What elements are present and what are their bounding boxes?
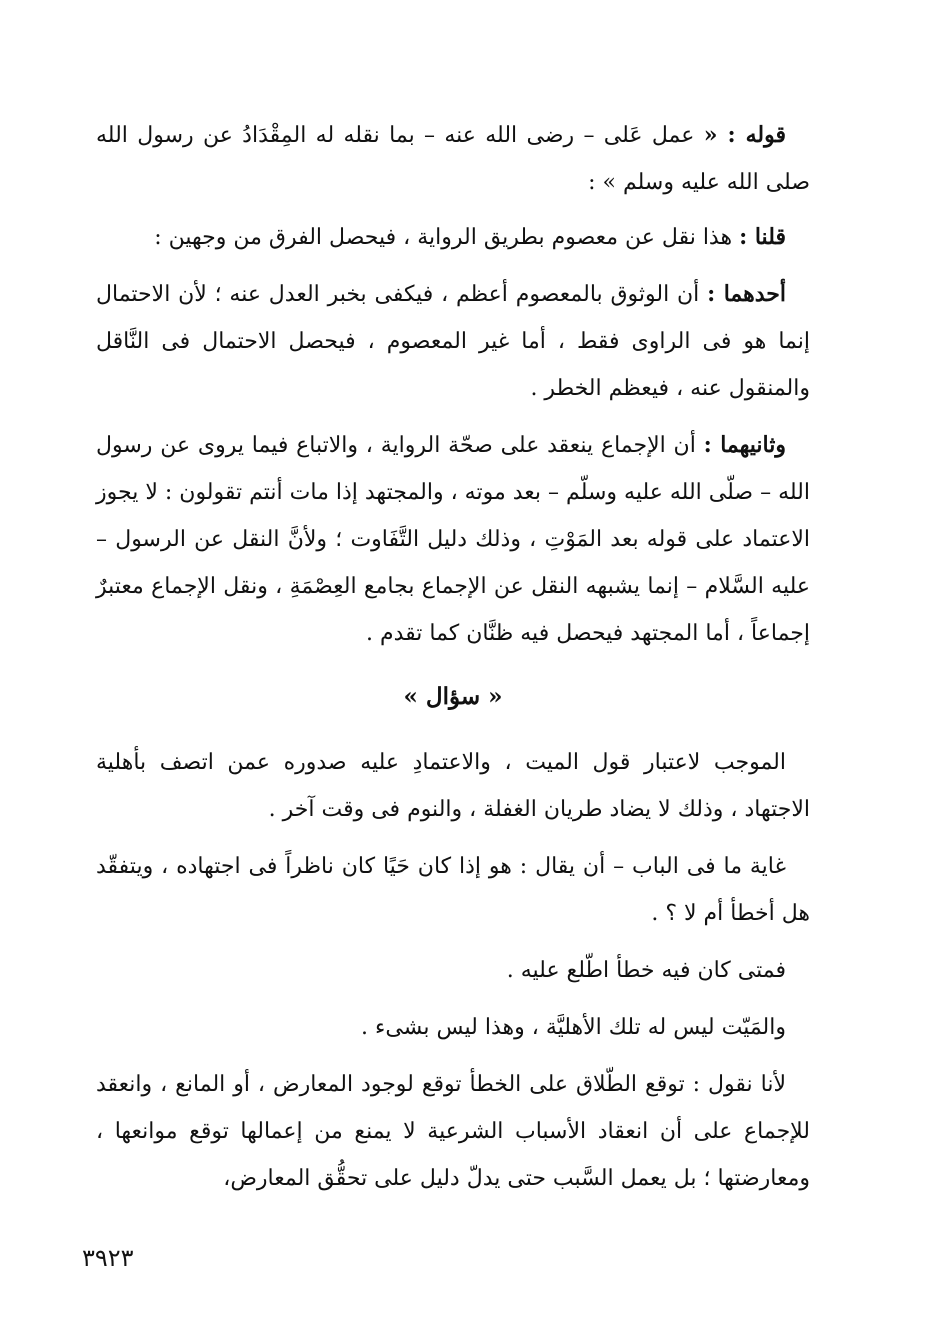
paragraph-lead: قوله : « — [703, 122, 786, 148]
paragraph-text-block: غاية ما فى الباب – أن يقال : هو إذا كان حَيًا كان ناظراً فى اجتهاده ، ويتفقّد هل أخطأ أم لا ؟ . — [96, 854, 810, 926]
paragraph-lead: وثانيهما : — [703, 432, 786, 458]
paragraph-quote — [96, 112, 810, 206]
paragraph-first-reason — [96, 271, 810, 412]
section-heading: « سؤال » — [403, 683, 503, 710]
paragraph-text-block: والمَيّت ليس له تلك الأهليَّة ، وهذا ليس بشىء . — [361, 1015, 786, 1040]
paragraph-lead: أحدهما : — [707, 281, 786, 307]
paragraph-text-block: لأنا نقول : توقع الطّلاق على الخطأ توقع لوجود المعارض ، أو المانع ، وانعقد للإجماع على أن انعقاد الأسباب الشرعية لا يمنع من إعمالها توقع موانعها ، ومعارضتها ؛ بل يعمل السَّبب حتى يدلّ دليل على تحقُّق المعارض، — [96, 1072, 810, 1191]
paragraph-text: عمل عَلى – رضى الله عنه – بما نقله له المِقْدَادُ عن رسول الله صلى الله عليه وسلم » : — [96, 123, 810, 195]
paragraph-text-block: الموجب لاعتبار قول الميت ، والاعتمادِ عليه صدوره عمن اتصف بأهلية الاجتهاد ، وذلك لا يضاد طريان الغفلة ، والنوم فى وقت آخر . — [96, 750, 810, 822]
paragraph-response — [96, 214, 810, 261]
document-body — [96, 112, 810, 1212]
paragraph-text: هذا نقل عن معصوم بطريق الرواية ، فيحصل الفرق من وجهين : — [154, 225, 740, 250]
paragraph-text: أن الوثوق بالمعصوم أعظم ، فيكفى بخبر العدل عنه ؛ لأن الاحتمال إنما هو فى الراوى فقط ، أما غير المعصوم ، فيحصل الاحتمال فى النَّاقل والمنقول عنه ، فيعظم الخطر . — [96, 282, 810, 401]
page-number: ٣٩٢٣ — [82, 1244, 134, 1272]
paragraph-lead: قلنا : — [739, 224, 786, 250]
paragraph-second-reason — [96, 422, 810, 657]
paragraph-text: أن الإجماع ينعقد على صحّة الرواية ، والاتباع فيما يروى عن رسول الله – صلّى الله عليه وسلّم – بعد موته ، والمجتهد إذا مات أنتم تقولون : لا يجوز الاعتماد على قوله بعد المَوْتِ ، وذلك دليل التَّفَاوت ؛ ولأنَّ النقل عن الرسول – عليه السَّلام – إنما يشبهه النقل عن الإجماع بجامع العِصْمَةِ ، ونقل الإجماع معتبرٌ إجماعاً ، أما المجتهد فيحصل فيه ظنَّان كما تقدم . — [96, 433, 810, 646]
paragraph-text-block: فمتى كان فيه خطأ اطّلع عليه . — [506, 958, 786, 983]
